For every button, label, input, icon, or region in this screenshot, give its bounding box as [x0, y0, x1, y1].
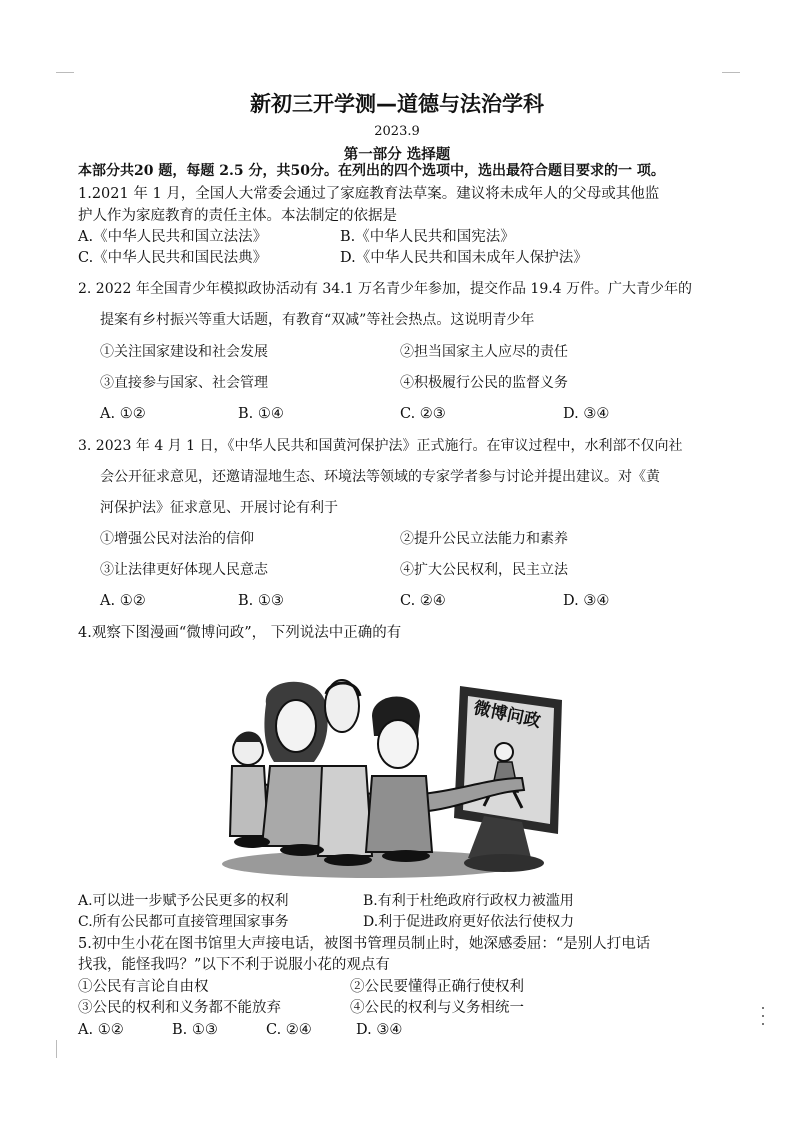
q3-option-c[interactable]: C. ②④ — [400, 593, 446, 609]
cartoon-sign-text: 微博问政 — [471, 698, 543, 732]
q5-statement-1: ①公民有言论自由权 — [78, 979, 209, 995]
corner-mark-left-edge — [56, 1040, 57, 1058]
corner-mark-top-right — [722, 72, 740, 73]
q3-statement-4: ④扩大公民权利，民主立法 — [400, 562, 568, 578]
q3-option-b[interactable]: B. ①③ — [238, 593, 284, 609]
scan-speck-marks — [760, 1005, 766, 1029]
q4-option-d[interactable]: D.利于促进政府更好依法行使权力 — [363, 914, 575, 930]
q1-option-c[interactable]: C.《中华人民共和国民法典》 — [78, 250, 268, 266]
q5-option-c[interactable]: C. ②④ — [266, 1022, 312, 1038]
exam-date: 2023.9 — [374, 124, 420, 139]
q3-option-d[interactable]: D. ③④ — [563, 593, 610, 609]
q2-statement-1: ①关注国家建设和社会发展 — [100, 344, 268, 360]
q2-statement-4: ④积极履行公民的监督义务 — [400, 375, 568, 391]
q4-option-a[interactable]: A.可以进一步赋予公民更多的权利 — [78, 893, 289, 909]
q1-stem-line-2: 护人作为家庭教育的责任主体。本法制定的依据是 — [78, 208, 397, 224]
q5-option-b[interactable]: B. ①③ — [172, 1022, 218, 1038]
q3-statement-1: ①增强公民对法治的信仰 — [100, 531, 254, 547]
q3-stem-line-1: 3. 2023 年 4 月 1 日，《中华人民共和国黄河保护法》正式施行。在审议过程中，水利部不仅向社 — [78, 438, 683, 454]
q3-stem-line-3: 河保护法》征求意见、开展讨论有利于 — [100, 500, 338, 516]
q4-stem-line-1: 4.观察下图漫画“微博问政”， 下列说法中正确的有 — [78, 625, 402, 641]
q2-statement-2: ②担当国家主人应尽的责任 — [400, 344, 568, 360]
q3-stem-line-2: 会公开征求意见，还邀请湿地生态、环境法等领域的专家学者参与讨论并提出建议。对《黄 — [100, 469, 660, 485]
q3-option-a[interactable]: A. ①② — [100, 593, 146, 609]
q5-option-d[interactable]: D. ③④ — [356, 1022, 403, 1038]
q5-stem-line-1: 5.初中生小花在图书馆里大声接电话，被图书管理员制止时，她深感委屈：“是别人打电话 — [78, 936, 651, 952]
q2-stem-line-1: 2. 2022 年全国青少年模拟政协活动有 34.1 万名青少年参加，提交作品 19.4 万件。广大青少年的 — [78, 281, 693, 297]
q1-option-a[interactable]: A.《中华人民共和国立法法》 — [78, 229, 268, 245]
instructions: 本部分共20 题，每题 2.5 分，共50分。在列出的四个选项中，选出最符合题目要求的一 项。 — [78, 163, 665, 179]
q2-statement-3: ③直接参与国家、社会管理 — [100, 375, 268, 391]
q5-stem-line-2: 找我，能怪我吗？”以下不利于说服小花的观点有 — [78, 957, 390, 973]
q3-statement-2: ②提升公民立法能力和素养 — [400, 531, 568, 547]
q1-stem-line-1: 1.2021 年 1 月，全国人大常委会通过了家庭教育法草案。建议将未成年人的父母或其他监 — [78, 186, 660, 202]
q1-option-d[interactable]: D.《中华人民共和国未成年人保护法》 — [340, 250, 588, 266]
weibo-cartoon-illustration — [222, 666, 590, 884]
q2-option-c[interactable]: C. ②③ — [400, 406, 446, 422]
q5-statement-2: ②公民要懂得正确行使权利 — [350, 979, 524, 995]
q2-option-b[interactable]: B. ①④ — [238, 406, 284, 422]
exam-title: 新初三开学测—道德与法治学科 — [250, 92, 544, 116]
q3-statement-3: ③让法律更好体现人民意志 — [100, 562, 268, 578]
q4-option-c[interactable]: C.所有公民都可直接管理国家事务 — [78, 914, 289, 930]
q2-stem-line-2: 提案有乡村振兴等重大话题，有教育“双减”等社会热点。这说明青少年 — [100, 312, 535, 328]
q4-option-b[interactable]: B.有利于杜绝政府行政权力被滥用 — [363, 893, 574, 909]
q2-option-a[interactable]: A. ①② — [100, 406, 146, 422]
section-heading: 第一部分 选择题 — [343, 146, 451, 163]
q1-option-b[interactable]: B.《中华人民共和国宪法》 — [340, 229, 515, 245]
q5-statement-3: ③公民的权利和义务都不能放弃 — [78, 1000, 281, 1016]
q2-option-d[interactable]: D. ③④ — [563, 406, 610, 422]
q5-option-a[interactable]: A. ①② — [78, 1022, 124, 1038]
q5-statement-4: ④公民的权利与义务相统一 — [350, 1000, 524, 1016]
corner-mark-top-left — [56, 72, 74, 73]
